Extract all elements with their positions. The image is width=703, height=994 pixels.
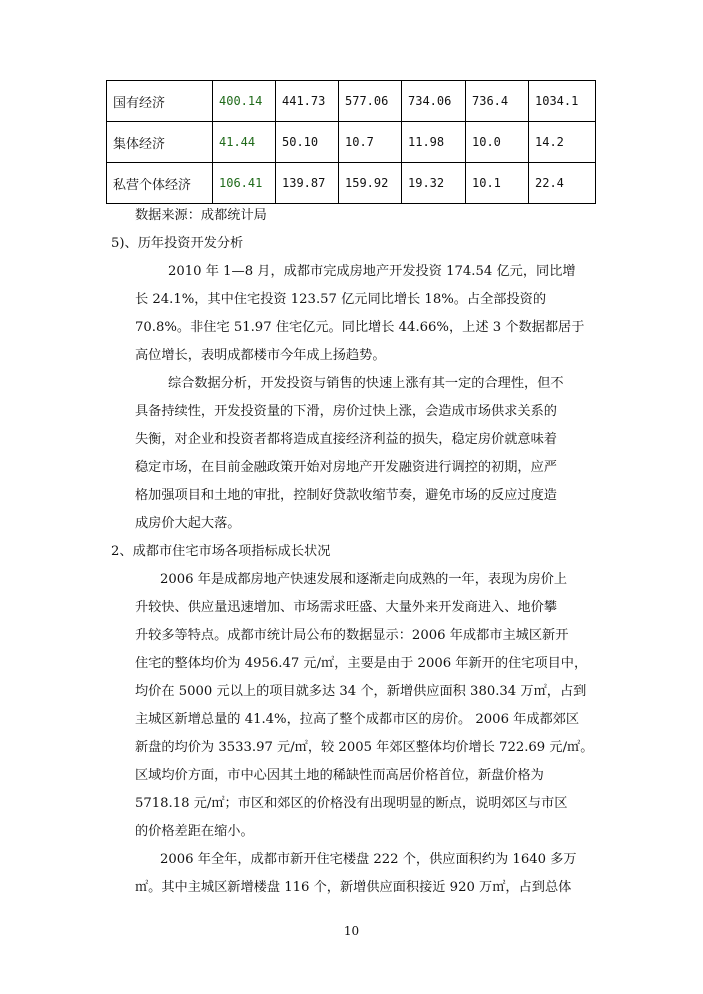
- table-cell: 1034.1: [529, 81, 596, 122]
- table-cell: 10.7: [339, 122, 402, 163]
- paragraph-line: ㎡。其中主城区新增楼盘 116 个，新增供应面积接近 920 万㎡，占到总体: [135, 880, 572, 895]
- table-cell: 11.98: [402, 122, 466, 163]
- table-row: [107, 163, 596, 204]
- row-label: 国有经济: [107, 81, 213, 122]
- table-cell: 22.4: [529, 163, 596, 204]
- table-cell: 14.2: [529, 122, 596, 163]
- table-row: [107, 81, 596, 122]
- paragraph-line: 2006 年全年，成都市新开住宅楼盘 222 个，供应面积约为 1640 多万: [160, 852, 577, 867]
- paragraph-line: 的价格差距在缩小。: [135, 824, 254, 839]
- paragraph-line: 升较多等特点。成都市统计局公布的数据显示：2006 年成都市主城区新开: [135, 628, 569, 643]
- paragraph-line: 综合数据分析，开发投资与销售的快速上涨有其一定的合理性，但不: [168, 376, 564, 391]
- paragraph-line: 具备持续性，开发投资量的下滑，房价过快上涨，会造成市场供求关系的: [135, 404, 557, 419]
- table-cell: 577.06: [339, 81, 402, 122]
- paragraph-line: 高位增长，表明成都楼市今年成上扬趋势。: [135, 348, 386, 363]
- table-cell: 19.32: [402, 163, 466, 204]
- table-cell: 734.06: [402, 81, 466, 122]
- paragraph-line: 长 24.1%，其中住宅投资 123.57 亿元同比增长 18%。占全部投资的: [135, 292, 547, 307]
- table-cell: 41.44: [213, 122, 276, 163]
- table-cell: 10.1: [466, 163, 529, 204]
- section-heading: 5)、历年投资开发分析: [111, 236, 244, 251]
- table-cell: 441.73: [276, 81, 339, 122]
- paragraph-line: 成房价大起大落。: [135, 516, 241, 531]
- table-cell: 736.4: [466, 81, 529, 122]
- paragraph-line: 稳定市场，在目前金融政策开始对房地产开发融资进行调控的初期，应严: [135, 460, 557, 475]
- section-heading: 2、成都市住宅市场各项指标成长状况: [111, 544, 331, 559]
- economy-table: [106, 80, 596, 204]
- table-cell: 139.87: [276, 163, 339, 204]
- table-row: [107, 122, 596, 163]
- paragraph-line: 新盘的均价为 3533.97 元/㎡，较 2005 年郊区整体均价增长 722.69 元/㎡。: [135, 740, 594, 755]
- table-cell: 400.14: [213, 81, 276, 122]
- paragraph-line: 主城区新增总量的 41.4%，拉高了整个成都市区的房价。 2006 年成都郊区: [135, 712, 580, 727]
- paragraph-line: 失衡，对企业和投资者都将造成直接经济利益的损失，稳定房价就意味着: [135, 432, 557, 447]
- row-label: 集体经济: [107, 122, 213, 163]
- table-cell: 10.0: [466, 122, 529, 163]
- page-number: 10: [343, 924, 360, 938]
- paragraph-line: 70.8%。非住宅 51.97 住宅亿元。同比增长 44.66%，上述 3 个数据都居于: [135, 320, 585, 335]
- table-cell: 50.10: [276, 122, 339, 163]
- table-cell: 106.41: [213, 163, 276, 204]
- paragraph-line: 住宅的整体均价为 4956.47 元/㎡，主要是由于 2006 年新开的住宅项目中，: [135, 656, 588, 671]
- paragraph-line: 5718.18 元/㎡；市区和郊区的价格没有出现明显的断点，说明郊区与市区: [135, 796, 568, 811]
- paragraph-line: 2006 年是成都房地产快速发展和逐渐走向成熟的一年，表现为房价上: [160, 572, 568, 587]
- source-note: 数据来源：成都统计局: [135, 208, 267, 223]
- paragraph-line: 区域均价方面，市中心因其土地的稀缺性而高居价格首位，新盘价格为: [135, 768, 544, 783]
- paragraph-line: 均价在 5000 元以上的项目就多达 34 个，新增供应面积 380.34 万㎡，占到: [135, 684, 587, 699]
- paragraph-line: 升较快、供应量迅速增加、市场需求旺盛、大量外来开发商进入、地价攀: [135, 600, 557, 615]
- paragraph-line: 2010 年 1—8 月，成都市完成房地产开发投资 174.54 亿元，同比增: [168, 264, 576, 279]
- row-label: 私营个体经济: [107, 163, 213, 204]
- paragraph-line: 格加强项目和土地的审批，控制好贷款收缩节奏，避免市场的反应过度造: [135, 488, 557, 503]
- table-cell: 159.92: [339, 163, 402, 204]
